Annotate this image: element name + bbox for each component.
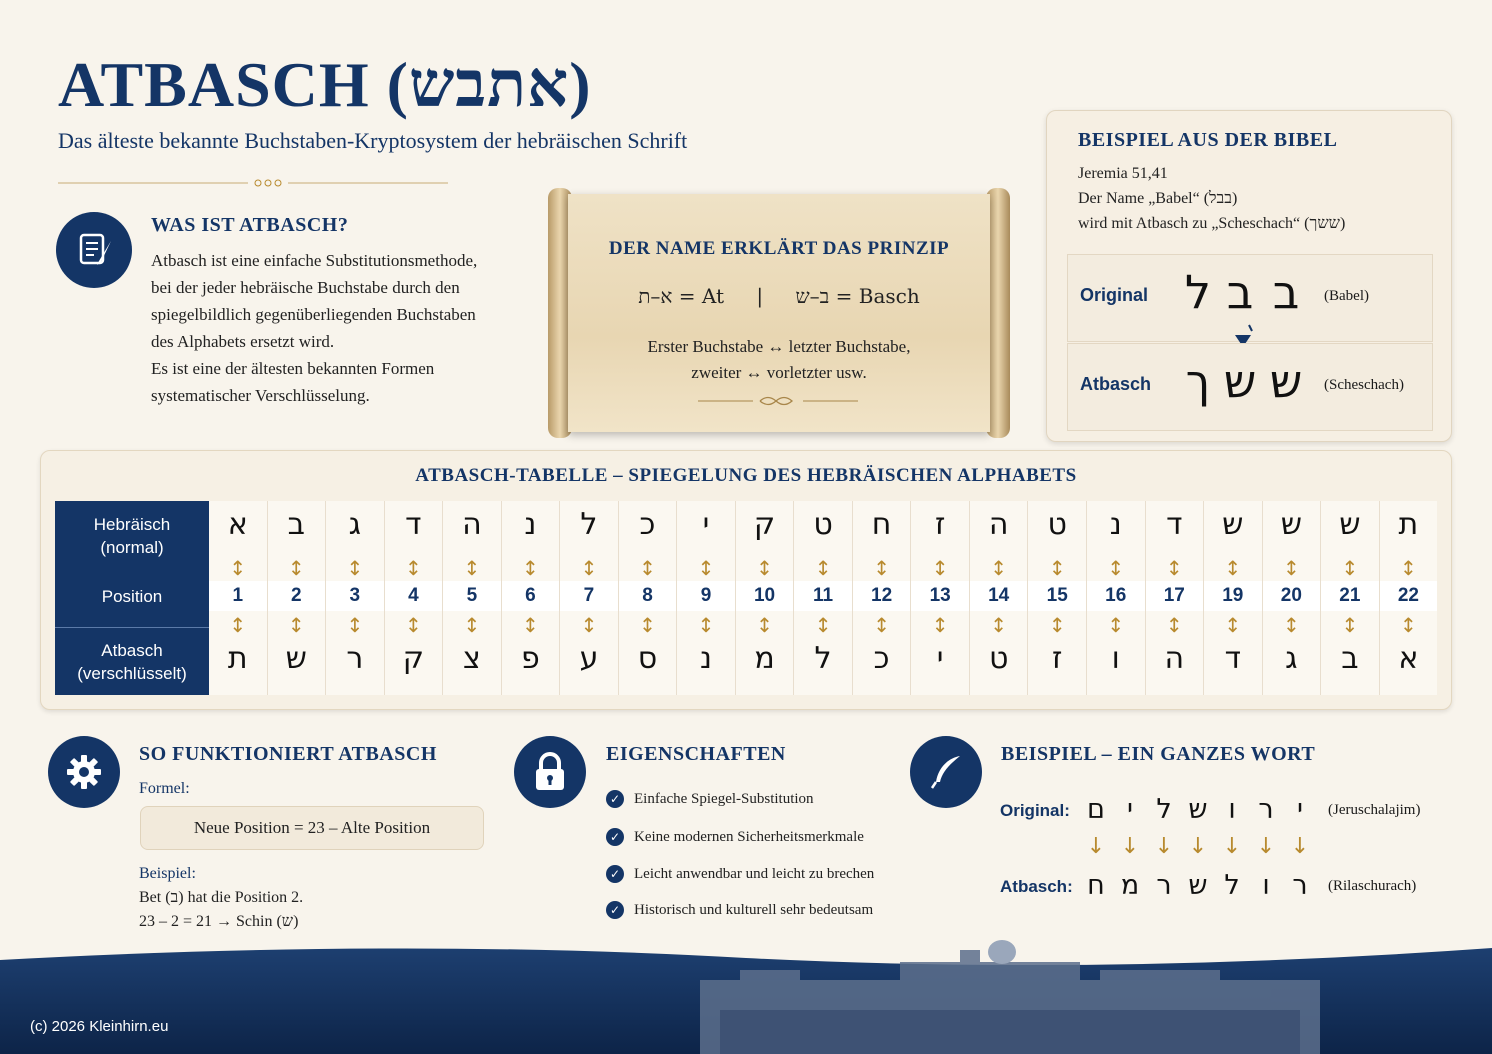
arrow-updown-icon: ↕ (1048, 613, 1066, 637)
hebrew-letter: ה (462, 507, 482, 542)
down-arrow-icon: ↓ (1188, 834, 1208, 859)
table-column (560, 501, 619, 695)
example-line: Bet (ב) hat die Position 2. (139, 889, 304, 906)
atbasch-note: (Scheschach) (1324, 377, 1404, 393)
bible-example-card (1046, 110, 1452, 442)
down-arrow-icon: ↓ (1086, 834, 1106, 859)
word-original-letter: ם (1087, 794, 1105, 825)
position-number: 3 (326, 581, 384, 611)
atbasch-letter: ה (1164, 641, 1185, 676)
table-column (619, 501, 678, 695)
word-atbasch-letter: ו (1262, 870, 1270, 901)
prop-text: Keine modernen Sicherheitsmerkmale (634, 828, 864, 845)
what-line: Atbasch ist eine einfache Substitutionsmethode, (151, 251, 478, 270)
arrow-updown-icon: ↕ (522, 556, 539, 580)
scroll-quill-icon (56, 212, 132, 288)
prop-item (606, 828, 864, 846)
bible-text (1078, 161, 1345, 236)
arrow-updown-icon: ↕ (1165, 613, 1183, 637)
arrow-updown-icon: ↕ (404, 556, 422, 580)
prop-item (606, 790, 814, 808)
word-atbasch-letter: ח (1087, 870, 1105, 901)
original-letter: ל (1184, 265, 1212, 319)
table-column (1087, 501, 1146, 695)
arrow-updown-icon: ↕ (404, 613, 422, 637)
hebrew-letter: ק (753, 507, 776, 542)
what-line: Es ist eine der ältesten bekannten Formen (151, 359, 435, 378)
example-label: Beispiel: (139, 865, 196, 882)
atbasch-letter: ש (285, 641, 307, 676)
table-columns (209, 501, 1437, 695)
arrow-updown-icon: ↕ (756, 556, 773, 580)
atbasch-letter: ד (1224, 641, 1241, 676)
position-number: 20 (1263, 581, 1321, 611)
lock-icon (514, 736, 586, 808)
hebrew-letter: ג (348, 507, 362, 542)
bible-line: wird mit Atbasch zu „Scheschach“ (ששך) (1078, 215, 1346, 232)
atbasch-letter: ק (402, 641, 424, 676)
position-number: 22 (1380, 581, 1438, 611)
word-original-letter: ל (1156, 794, 1172, 825)
arrow-updown-icon: ↕ (1400, 613, 1417, 637)
hebrew-letter: ה (988, 507, 1009, 542)
original-letter: ב (1272, 265, 1300, 319)
down-arrow-icon: ↓ (1222, 834, 1242, 859)
hebrew-letter: ת (1398, 507, 1419, 542)
word-atbasch-letter: ל (1224, 870, 1240, 901)
formula-label: Formel: (139, 780, 190, 797)
position-number: 21 (1321, 581, 1379, 611)
arrow-updown-icon: ↕ (1282, 613, 1300, 637)
what-description (151, 247, 531, 409)
position-number: 2 (268, 581, 326, 611)
arrow-updown-icon: ↕ (1048, 556, 1066, 580)
table-column (1380, 501, 1438, 695)
hebrew-letter: נ (524, 507, 537, 542)
word-original-label: Original: (1000, 801, 1070, 820)
atbasch-letter: ג (1285, 641, 1298, 676)
arrow-updown-icon: ↕ (1107, 556, 1125, 580)
bible-line: Der Name „Babel“ (בבל) (1078, 190, 1238, 207)
table-column (677, 501, 736, 695)
arrow-updown-icon: ↕ (990, 613, 1008, 637)
original-letter: ב (1226, 265, 1254, 319)
arrow-updown-icon: ↕ (580, 613, 598, 637)
atbasch-table-card (40, 450, 1452, 710)
position-number: 14 (970, 581, 1028, 611)
word-atbasch-note: (Rilaschurach) (1328, 878, 1417, 894)
label-hebrew-line: Hebräisch (93, 515, 171, 534)
original-label: Original (1080, 285, 1149, 305)
arrow-updown-icon: ↕ (639, 556, 656, 580)
scroll-ornament (698, 394, 858, 408)
table-column (736, 501, 795, 695)
table-column (1204, 501, 1263, 695)
arrow-updown-icon: ↕ (1282, 556, 1300, 580)
hebrew-letter: י (702, 507, 710, 542)
prop-item (606, 865, 874, 883)
original-note: (Babel) (1324, 288, 1369, 304)
label-hebrew (55, 513, 209, 559)
table-title: ATBASCH-TABELLE – SPIEGELUNG DES HEBRÄISCHEN ALPHABETS (415, 465, 1077, 486)
arrow-updown-icon: ↕ (463, 556, 481, 580)
atbasch-letter: ר (346, 641, 364, 676)
arrow-updown-icon: ↕ (346, 613, 364, 637)
word-original-note: (Jeruschalajim) (1328, 802, 1421, 818)
prop-text: Einfache Spiegel-Substitution (634, 790, 814, 807)
down-arrow-icon: ↓ (1290, 834, 1310, 859)
arrow-updown-icon: ↕ (1341, 613, 1359, 637)
basch-pair: ב–ש = Basch (795, 284, 920, 308)
word-original-letter: ר (1258, 794, 1274, 825)
principle-scroll (548, 188, 1010, 438)
hebrew-letter: ח (871, 507, 892, 542)
down-arrow-icon: ↓ (1256, 834, 1276, 859)
check-icon: ✓ (606, 901, 624, 919)
page-title: ATBASCH (אתבש) (58, 49, 592, 120)
word-original-letter: ש (1188, 794, 1208, 825)
arrow-updown-icon: ↕ (463, 613, 481, 637)
jerusalem-skyline-footer (0, 940, 1492, 1054)
table-column (1028, 501, 1087, 695)
arrow-updown-icon: ↕ (229, 556, 247, 580)
atbasch-letter: ע (579, 641, 599, 676)
position-number: 15 (1028, 581, 1086, 611)
atbasch-letter: מ (754, 641, 775, 676)
hebrew-letter: ל (580, 507, 598, 542)
atbasch-letter: ת (227, 641, 248, 676)
position-number: 12 (853, 581, 911, 611)
position-number: 5 (443, 581, 501, 611)
scroll-heading: DER NAME ERKLÄRT DAS PRINZIP (608, 238, 950, 259)
position-number: 10 (736, 581, 794, 611)
arrow-updown-icon: ↕ (697, 556, 715, 580)
arrow-updown-icon: ↕ (873, 556, 890, 580)
atbasch-label: Atbasch (1080, 374, 1152, 394)
atbasch-letter: ס (637, 641, 658, 676)
position-number: 7 (560, 581, 618, 611)
what-line: systematischer Verschlüsselung. (151, 386, 370, 405)
atbasch-letter: כ (873, 641, 890, 676)
atbasch-letter: ט (988, 641, 1009, 676)
word-original-letter: י (1296, 794, 1304, 825)
arrow-updown-icon: ↕ (931, 613, 949, 637)
table-column (853, 501, 912, 695)
arrow-updown-icon: ↕ (873, 613, 890, 637)
table-column (1321, 501, 1380, 695)
position-number: 1 (209, 581, 267, 611)
props-heading: EIGENSCHAFTEN (606, 743, 786, 765)
hebrew-letter: ש (1280, 507, 1302, 542)
check-icon: ✓ (606, 790, 624, 808)
arrow-updown-icon: ↕ (1341, 556, 1359, 580)
position-number: 6 (502, 581, 560, 611)
table-column (268, 501, 327, 695)
scroll-explanation (568, 334, 990, 386)
table-column (326, 501, 385, 695)
atbasch-letter: ו (1111, 641, 1120, 676)
hebrew-letter: ט (1047, 507, 1067, 542)
down-arrow-icon: ↓ (1120, 834, 1140, 859)
word-heading: BEISPIEL – EIN GANZES WORT (1001, 743, 1316, 765)
hebrew-letter: ש (1339, 507, 1361, 542)
atbasch-letter: ש (1223, 354, 1257, 408)
word-atbasch-letter: ר (1156, 870, 1172, 901)
arrow-updown-icon: ↕ (1400, 556, 1417, 580)
arrow-updown-icon: ↕ (580, 556, 598, 580)
position-number: 16 (1087, 581, 1145, 611)
example-text (139, 886, 303, 934)
position-number: 17 (1146, 581, 1204, 611)
copyright: (c) 2026 Kleinhirn.eu (30, 1018, 169, 1035)
table-column (794, 501, 853, 695)
example-line: 23 – 2 = 21 → Schin (ש) (139, 913, 299, 930)
what-line: des Alphabets ersetzt wird. (151, 332, 335, 351)
word-atbasch-letter: ש (1188, 870, 1208, 901)
check-icon: ✓ (606, 865, 624, 883)
arrow-updown-icon: ↕ (287, 556, 305, 580)
word-atbasch-letter: מ (1120, 870, 1140, 901)
hebrew-letter: ב (287, 507, 305, 542)
at-pair: א–ת = At (638, 284, 725, 308)
label-atbasch-line: Atbasch (101, 641, 163, 660)
scroll-line: zweiter ↔ vorletzter usw. (691, 363, 867, 382)
atbasch-letter: ז (1052, 641, 1063, 676)
atbasch-letter: ב (1341, 641, 1359, 676)
bible-reference: Jeremia 51,41 (1078, 165, 1168, 182)
word-original-letter: י (1126, 794, 1134, 825)
hebrew-letter: א (227, 507, 248, 542)
arrow-updown-icon: ↕ (346, 556, 364, 580)
hebrew-letter: ז (934, 507, 946, 542)
arrow-updown-icon: ↕ (522, 613, 539, 637)
hebrew-letter: ש (1222, 507, 1244, 542)
position-number: 19 (1204, 581, 1262, 611)
table-column (385, 501, 444, 695)
check-icon: ✓ (606, 828, 624, 846)
hebrew-letter: ד (405, 507, 422, 542)
arrow-updown-icon: ↕ (639, 613, 656, 637)
arrow-updown-icon: ↕ (814, 556, 832, 580)
arrow-updown-icon: ↕ (1165, 556, 1183, 580)
arrow-updown-icon: ↕ (756, 613, 773, 637)
atbasch-letter: נ (700, 641, 713, 676)
arrow-updown-icon: ↕ (814, 613, 832, 637)
what-heading: WAS IST ATBASCH? (151, 214, 349, 236)
hebrew-letter: כ (639, 507, 656, 542)
position-number: 9 (677, 581, 735, 611)
label-atbasch (55, 639, 209, 685)
what-line: spiegelbildlich gegenüberliegenden Buchstaben (151, 305, 476, 324)
quill-icon (910, 736, 982, 808)
position-number: 8 (619, 581, 677, 611)
atbasch-letter: צ (462, 641, 481, 676)
word-atbasch-label: Atbasch: (1000, 877, 1073, 896)
position-number: 13 (911, 581, 969, 611)
atbasch-letter: ש (1269, 354, 1303, 408)
arrow-updown-icon: ↕ (1224, 556, 1242, 580)
hebrew-letter: ט (813, 507, 833, 542)
what-line: bei der jeder hebräische Buchstabe durch den (151, 278, 460, 297)
table-row-labels (55, 501, 209, 695)
arrow-updown-icon: ↕ (1224, 613, 1242, 637)
atbasch-letter: ך (1185, 354, 1211, 408)
arrow-updown-icon: ↕ (697, 613, 715, 637)
at-basch-formula (568, 284, 990, 309)
atbasch-letter: א (1398, 641, 1419, 676)
prop-text: Historisch und kulturell sehr bedeutsam (634, 901, 874, 918)
table-column (970, 501, 1029, 695)
page-subtitle: Das älteste bekannte Buchstaben-Kryptosystem der hebräischen Schrift (58, 128, 688, 153)
down-arrow-icon: ↓ (1154, 834, 1174, 859)
bible-atbasch-row (1067, 343, 1433, 431)
bible-heading: BEISPIEL AUS DER BIBEL (1078, 129, 1338, 151)
label-hebrew-line: (normal) (100, 538, 164, 557)
scroll-body (568, 194, 990, 432)
ornament-divider (58, 179, 448, 187)
position-number: 4 (385, 581, 443, 611)
how-heading: SO FUNKTIONIERT ATBASCH (139, 743, 437, 765)
arrow-updown-icon: ↕ (931, 556, 949, 580)
label-divider (55, 627, 209, 628)
atbasch-letter: פ (521, 641, 540, 676)
formula-box: Neue Position = 23 – Alte Position (140, 806, 484, 850)
table-column (1263, 501, 1322, 695)
atbasch-letter: ל (814, 641, 832, 676)
arrow-updown-icon: ↕ (287, 613, 305, 637)
prop-item (606, 901, 873, 919)
gear-icon (48, 736, 120, 808)
atbasch-letter: י (936, 641, 944, 676)
prop-text: Leicht anwendbar und leicht zu brechen (634, 865, 875, 882)
label-atbasch-line: (verschlüsselt) (77, 664, 187, 683)
hebrew-letter: נ (1109, 507, 1122, 542)
pair-separator: | (756, 284, 764, 308)
scroll-line: Erster Buchstabe ↔ letzter Buchstabe, (647, 337, 911, 356)
hebrew-letter: ד (1166, 507, 1183, 542)
table-column (443, 501, 502, 695)
table-column (502, 501, 561, 695)
arrow-updown-icon: ↕ (990, 556, 1008, 580)
table-column (209, 501, 268, 695)
table-column (911, 501, 970, 695)
position-number: 11 (794, 581, 852, 611)
arrow-updown-icon: ↕ (229, 613, 247, 637)
table-column (1146, 501, 1205, 695)
word-atbasch-letter: ר (1292, 870, 1308, 901)
arrow-updown-icon: ↕ (1107, 613, 1125, 637)
word-original-letter: ו (1228, 794, 1236, 825)
label-position: Position (101, 587, 163, 606)
